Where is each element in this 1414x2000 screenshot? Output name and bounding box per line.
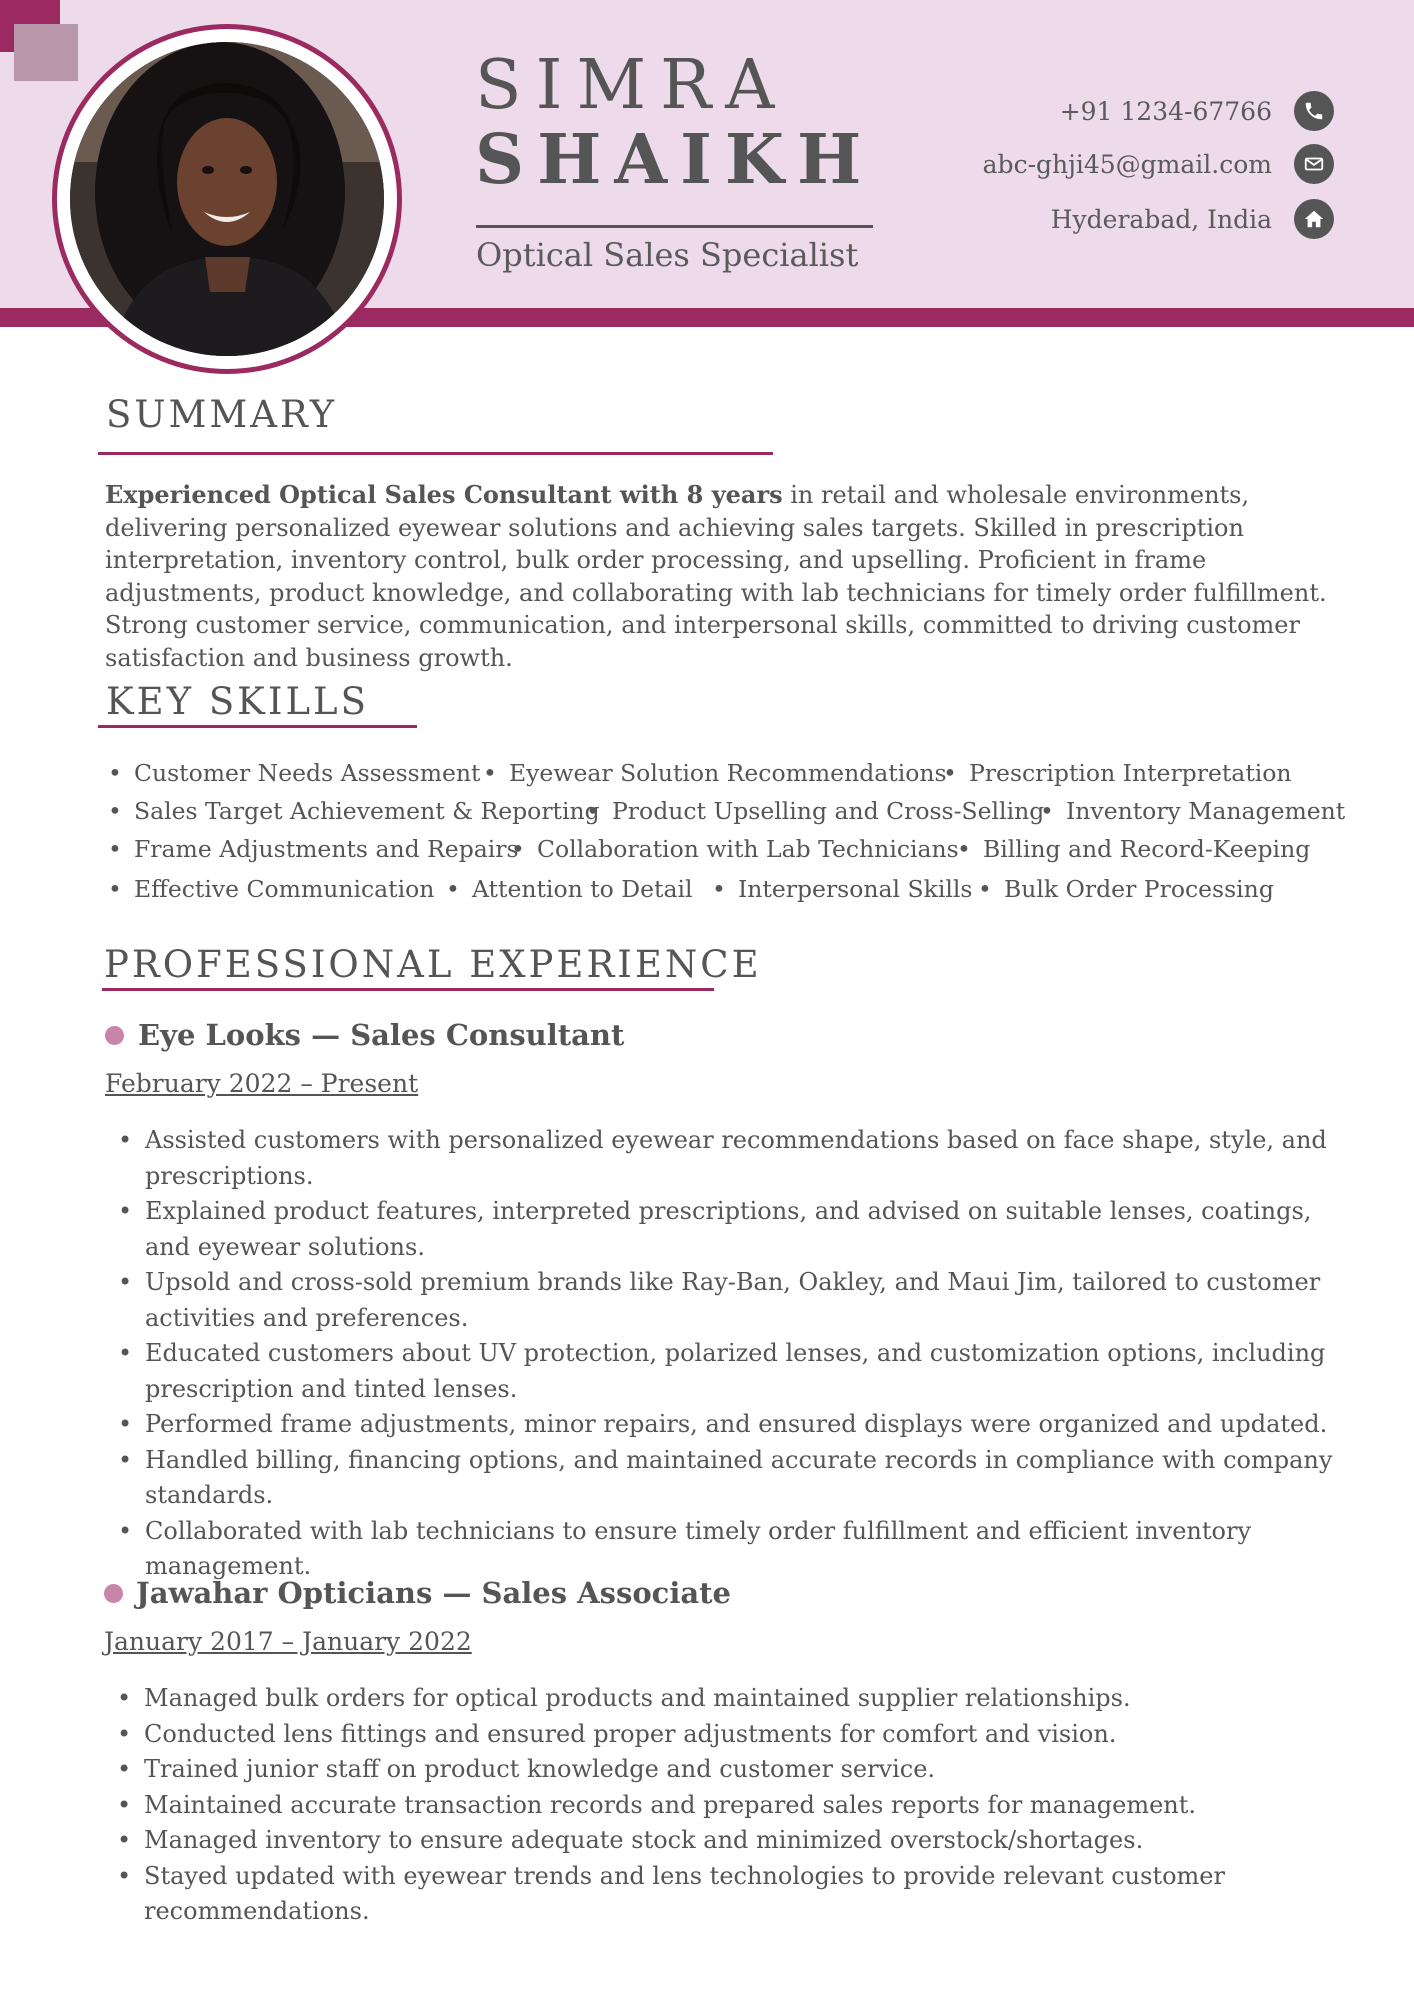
- skill-item: • Effective Communication: [134, 875, 434, 903]
- list-item: • Performed frame adjustments, minor repairs, and ensured displays were organized and updated.: [106, 1407, 1336, 1443]
- last-name: SHAIKH: [475, 120, 875, 200]
- list-item: • Managed bulk orders for optical products and maintained supplier relationships.: [105, 1681, 1245, 1717]
- home-icon: [1294, 199, 1334, 239]
- list-item: • Handled billing, financing options, and maintained accurate records in compliance with company standards.: [106, 1443, 1336, 1514]
- skill-item: • Interpersonal Skills: [738, 875, 972, 903]
- phone-icon: [1294, 91, 1334, 131]
- experience-rule: [102, 988, 714, 991]
- list-item: • Managed inventory to ensure adequate stock and minimized overstock/shortages.: [105, 1823, 1245, 1859]
- summary-lead: Experienced Optical Sales Consultant with 8 years: [105, 480, 783, 509]
- job-responsibilities: [106, 1123, 1336, 1585]
- skill-item: • Customer Needs Assessment: [134, 759, 481, 787]
- skill-item: • Attention to Detail: [472, 875, 693, 903]
- skill-item: • Prescription Interpretation: [969, 759, 1292, 787]
- skill-item: • Inventory Management: [1066, 797, 1345, 825]
- name-divider: [476, 225, 873, 228]
- list-item: • Stayed updated with eyewear trends and lens technologies to provide relevant customer recommendations.: [105, 1859, 1245, 1930]
- skill-item: • Billing and Record-Keeping: [983, 835, 1310, 863]
- summary-paragraph: [105, 479, 1330, 674]
- list-item: • Trained junior staff on product knowledge and customer service.: [105, 1752, 1245, 1788]
- skill-item: • Eyewear Solution Recommendations: [509, 759, 947, 787]
- profile-photo-illustration: [70, 42, 384, 356]
- job-bullet-dot: [105, 1026, 124, 1045]
- summary-heading: SUMMARY: [106, 393, 338, 436]
- skill-item: • Sales Target Achievement & Reporting: [134, 797, 600, 825]
- list-item: • Maintained accurate transaction records and prepared sales reports for management.: [105, 1788, 1245, 1824]
- skill-item: • Collaboration with Lab Technicians: [537, 835, 959, 863]
- phone-text[interactable]: +91 1234-67766: [1059, 96, 1272, 126]
- job-dates: January 2017 – January 2022: [104, 1627, 472, 1656]
- skill-item: • Frame Adjustments and Repairs: [134, 835, 519, 863]
- list-item: • Educated customers about UV protection, polarized lenses, and customization options, including prescription and tinted lenses.: [106, 1336, 1336, 1407]
- experience-heading: PROFESSIONAL EXPERIENCE: [104, 943, 762, 986]
- list-item: • Explained product features, interpreted prescriptions, and advised on suitable lenses, coatings, and eyewear solutions.: [106, 1194, 1336, 1265]
- key-skills-heading: KEY SKILLS: [106, 680, 369, 723]
- email-text[interactable]: abc-ghji45@gmail.com: [982, 149, 1272, 179]
- profile-photo: [70, 42, 384, 356]
- list-item: • Upsold and cross-sold premium brands like Ray-Ban, Oakley, and Maui Jim, tailored to customer activities and preferences.: [106, 1265, 1336, 1336]
- list-item: • Collaborated with lab technicians to ensure timely order fulfillment and efficient inventory management.: [106, 1514, 1336, 1585]
- contact-phone: [1060, 91, 1334, 131]
- first-name: SIMRA: [475, 46, 789, 125]
- location-text: Hyderabad, India: [1050, 204, 1272, 234]
- skill-item: • Bulk Order Processing: [1004, 875, 1274, 903]
- contact-email: [983, 144, 1334, 184]
- skill-item: • Product Upselling and Cross-Selling: [612, 797, 1044, 825]
- list-item: • Conducted lens fittings and ensured proper adjustments for comfort and vision.: [105, 1717, 1245, 1753]
- job-title: Optical Sales Specialist: [476, 236, 859, 274]
- list-item: • Assisted customers with personalized eyewear recommendations based on face shape, style, and prescriptions.: [106, 1123, 1336, 1194]
- summary-rule: [98, 452, 773, 455]
- summary-body: in retail and wholesale environments, delivering personalized eyewear solutions and achieving sales targets. Skilled in prescription interpretation, inventory control, bulk order processing, and upselling. Proficient in frame adjustments, product knowledge, and collaborating with lab technicians for timely order fulfillment. Strong customer service, communication, and interpersonal skills, committed to driving customer satisfaction and business growth.: [105, 481, 1327, 672]
- corner-decoration-square: [14, 24, 78, 81]
- profile-photo-frame: [57, 29, 397, 369]
- job-heading: Jawahar Opticians — Sales Associate: [136, 1576, 731, 1610]
- contact-location: [1051, 199, 1334, 239]
- job-bullet-dot: [104, 1584, 123, 1603]
- mail-icon: [1294, 144, 1334, 184]
- key-skills-rule: [98, 725, 417, 728]
- job-heading: Eye Looks — Sales Consultant: [138, 1018, 625, 1052]
- job-responsibilities: [105, 1681, 1245, 1930]
- job-dates: February 2022 – Present: [105, 1069, 419, 1098]
